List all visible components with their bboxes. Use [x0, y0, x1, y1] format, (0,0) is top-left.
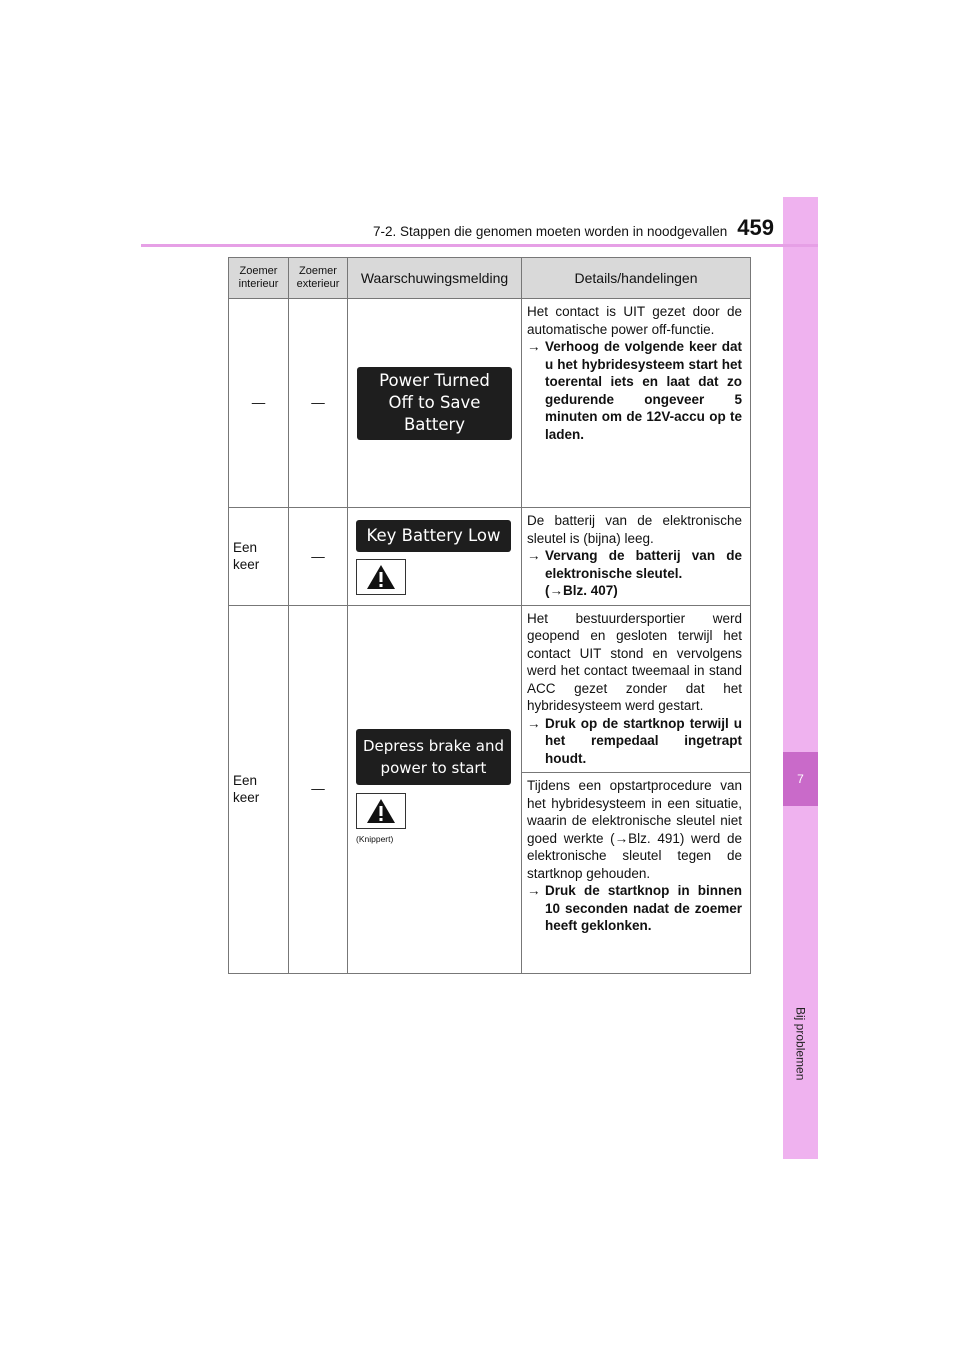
arrow-icon: → [527, 339, 541, 354]
detail-text: De batterij van de elektronische sleutel is (bijna) leeg. [527, 513, 742, 546]
warning-triangle-icon [366, 564, 396, 590]
action-line [527, 338, 742, 443]
chapter-title: Bij problemen [793, 1007, 808, 1081]
cell-details [522, 508, 751, 606]
message-wrap [348, 508, 521, 595]
action-line [527, 547, 742, 600]
warning-message-display [356, 520, 511, 552]
header-buzzer-exterior: Zoemer exterieur [289, 258, 348, 299]
page-header [300, 215, 774, 243]
warning-triangle-icon [356, 793, 406, 829]
cell-interior [229, 508, 289, 606]
header-message: Waarschuwingsmelding [348, 258, 522, 299]
message-line: Off to Save [388, 393, 481, 412]
message-line: Battery [403, 415, 466, 434]
detail-text: Het bestuurdersportier werd geopend en gesloten terwijl het contact UIT stond en vervolgens werd het contact tweemaal in stand ACC gezet zonder dat het hybridesysteem werd gestart. [527, 610, 742, 713]
cell-interior [229, 605, 289, 973]
detail-block-a [522, 606, 750, 774]
header-rule [141, 244, 818, 247]
interior-text: Een keer [233, 540, 260, 572]
cell-message [348, 299, 522, 508]
dash: — [251, 395, 266, 411]
interior-text: Een keer [233, 772, 260, 805]
page-number: 459 [737, 215, 774, 240]
detail-text: Het contact is UIT gezet door de automatische power off-functie. [527, 304, 742, 337]
arrow-icon: → [527, 715, 541, 731]
warning-triangle-icon [356, 559, 406, 595]
dash: — [311, 395, 325, 411]
warning-message-display [357, 367, 512, 440]
cell-message [348, 605, 522, 973]
arrow-icon: → [527, 883, 541, 898]
action-text: Druk op de startknop terwijl u het rempedaal ingetrapt houdt. [545, 715, 742, 766]
message-line: Power Turned [379, 371, 490, 390]
message-line: power to start [380, 759, 487, 778]
arrow-icon: → [527, 548, 541, 563]
message-line: Key Battery Low [366, 526, 501, 546]
cell-details [522, 605, 751, 973]
action-line [527, 882, 742, 935]
action-wrap [545, 547, 742, 600]
action-text: Vervang de batterij van de elektronische sleutel. [545, 548, 742, 581]
cell-message [348, 508, 522, 606]
warning-triangle-icon [366, 798, 396, 824]
action-text: Druk de startknop in binnen 10 seconden nadat de zoemer heeft geklonken. [545, 883, 742, 933]
message-line: Depress brake and [362, 737, 504, 756]
chapter-title-wrap [783, 1007, 818, 1080]
cell-interior [229, 299, 289, 508]
header-buzzer-interior: Zoemer interieur [229, 258, 289, 299]
header-details: Details/handelingen [522, 258, 751, 299]
action-text: Verhoog de volgende keer dat u het hybridesysteem start het toerental iets en laat dat zo gedurende ongeveer 5 minuten om de 12V-accu op te laden. [545, 339, 742, 442]
dash: — [311, 548, 325, 564]
cell-exterior [289, 299, 348, 508]
table-row [229, 605, 751, 973]
action-line [527, 715, 742, 768]
detail-text: Tijdens een opstartprocedure van het hybridesysteem in een situatie, waarin de elektronische sleutel niet goed werkte (→Blz. 491) werd de elektronische sleutel tegen de startknop gehouden. [527, 778, 742, 881]
chapter-number: 7 [783, 752, 818, 806]
blink-label: (Knippert) [356, 834, 394, 845]
table-header-row [229, 258, 751, 299]
cell-details [522, 299, 751, 508]
section-title: 7-2. Stappen die genomen moeten worden in noodgevallen [373, 224, 728, 239]
detail-block [522, 299, 750, 448]
table-row [229, 299, 751, 508]
cell-exterior [289, 605, 348, 973]
chapter-side-tab [783, 197, 818, 1159]
detail-block [522, 508, 750, 605]
warning-table [228, 257, 751, 974]
detail-block-b [522, 773, 750, 940]
dash: — [311, 781, 325, 797]
cell-exterior [289, 508, 348, 606]
warning-message-display [356, 729, 511, 785]
table-row [229, 508, 751, 606]
page-reference: (→Blz. 407) [545, 583, 618, 598]
message-wrap [348, 729, 521, 849]
